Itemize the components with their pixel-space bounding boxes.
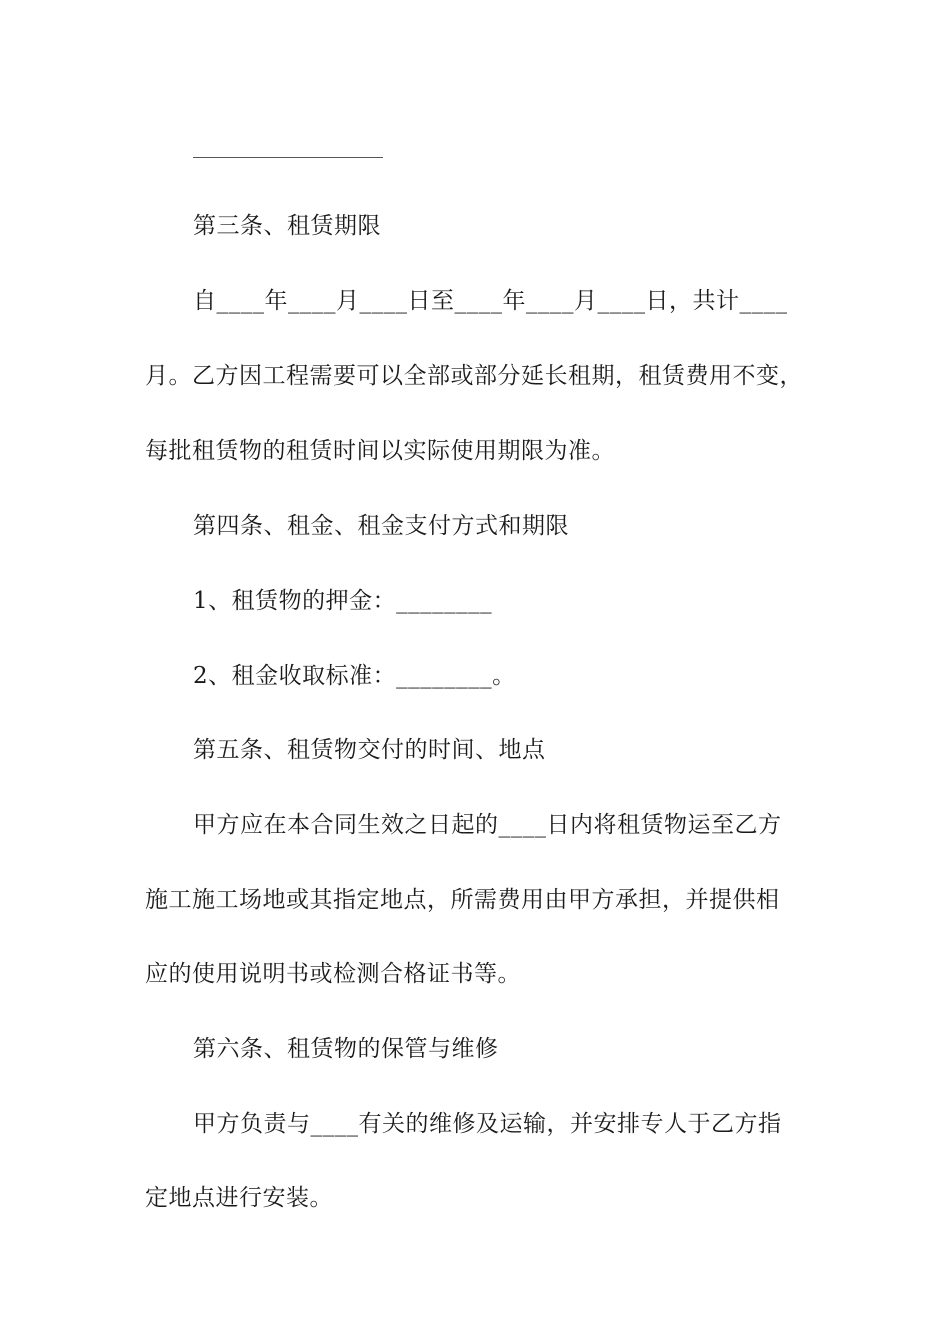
article-5-line-2: 施工施工场地或其指定地点，所需费用由甲方承担，并提供相 <box>145 887 780 913</box>
article-4-item-2: 2、租金收取标准：________。 <box>193 663 516 689</box>
article-3-line-1: 自____年____月____日至____年____月____日，共计____ <box>193 288 788 314</box>
article-5-line-1: 甲方应在本合同生效之日起的____日内将租赁物运至乙方 <box>193 812 782 838</box>
top-blank-rule <box>193 157 383 158</box>
article-4-item-1: 1、租赁物的押金：________ <box>193 588 493 614</box>
article-5-heading: 第五条、租赁物交付的时间、地点 <box>193 737 546 763</box>
article-4-heading: 第四条、租金、租金支付方式和期限 <box>193 513 569 539</box>
article-3-heading: 第三条、租赁期限 <box>193 213 381 239</box>
article-3-line-3: 每批租赁物的租赁时间以实际使用期限为准。 <box>145 438 615 464</box>
article-6-heading: 第六条、租赁物的保管与维修 <box>193 1036 499 1062</box>
article-6-line-1: 甲方负责与____有关的维修及运输，并安排专人于乙方指 <box>193 1111 782 1137</box>
article-5-line-3: 应的使用说明书或检测合格证书等。 <box>145 961 521 987</box>
article-6-line-2: 定地点进行安装。 <box>145 1185 333 1211</box>
article-3-line-2: 月。乙方因工程需要可以全部或部分延长租期，租赁费用不变， <box>145 363 803 389</box>
